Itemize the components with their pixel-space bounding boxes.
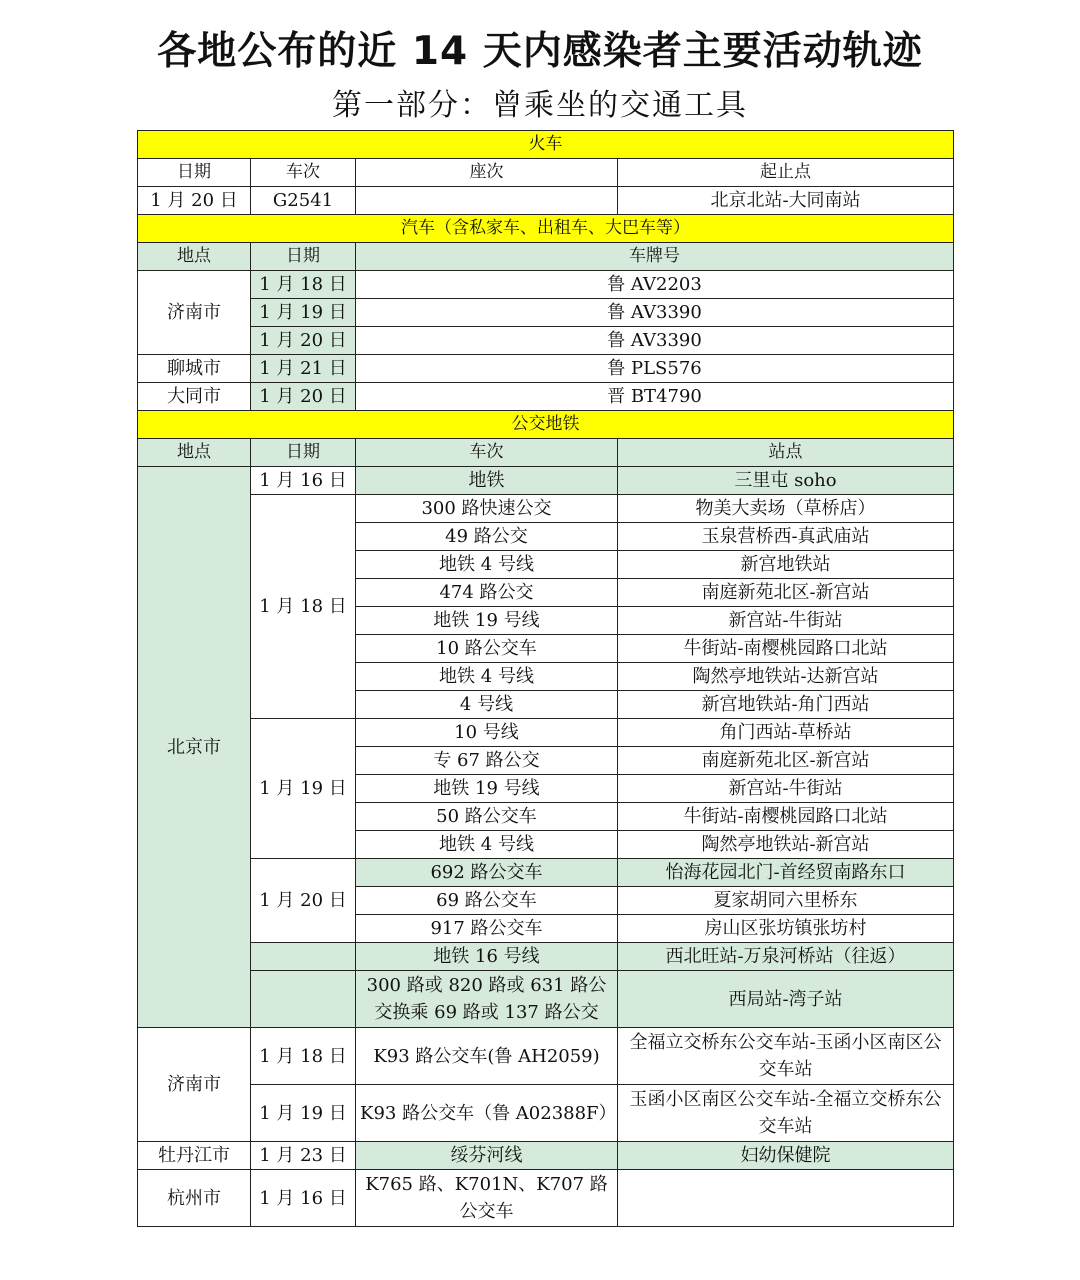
transit-line: 692 路公交车 <box>356 859 618 887</box>
transit-date: 1 月 20 日 <box>251 859 356 943</box>
transit-line: 10 路公交车 <box>356 635 618 663</box>
car-plate: 鲁 AV3390 <box>356 299 954 327</box>
transit-stop: 西局站-湾子站 <box>618 971 954 1028</box>
transit-line: 地铁 4 号线 <box>356 551 618 579</box>
transit-line: 地铁 19 号线 <box>356 607 618 635</box>
car-date: 1 月 20 日 <box>251 383 356 411</box>
transit-stop: 新宫地铁站 <box>618 551 954 579</box>
transit-line: 300 路或 820 路或 631 路公交换乘 69 路或 137 路公交 <box>356 971 618 1028</box>
page-title: 各地公布的近 14 天内感染者主要活动轨迹 <box>157 29 923 74</box>
transit-stop: 全福立交桥东公交车站-玉函小区南区公交车站 <box>618 1028 954 1085</box>
transit-line: 绥芬河线 <box>356 1142 618 1170</box>
section-title-train: 火车 <box>138 131 954 159</box>
transit-stop: 夏家胡同六里桥东 <box>618 887 954 915</box>
section-title-transit: 公交地铁 <box>138 411 954 439</box>
transit-date: 1 月 19 日 <box>251 1085 356 1142</box>
transit-line: 50 路公交车 <box>356 803 618 831</box>
car-plate: 鲁 PLS576 <box>356 355 954 383</box>
transit-stop: 牛街站-南樱桃园路口北站 <box>618 803 954 831</box>
transit-date: 1 月 18 日 <box>251 495 356 719</box>
transit-place-beijing: 北京市 <box>138 467 251 1028</box>
header-route: 起止点 <box>618 159 954 187</box>
header-line: 车次 <box>356 439 618 467</box>
transit-date: 1 月 16 日 <box>251 1170 356 1227</box>
car-place: 聊城市 <box>138 355 251 383</box>
transit-line: 69 路公交车 <box>356 887 618 915</box>
transit-date: 1 月 18 日 <box>251 1028 356 1085</box>
transit-stop: 陶然亭地铁站-达新宫站 <box>618 663 954 691</box>
transit-line: 地铁 19 号线 <box>356 775 618 803</box>
transit-stop: 新宫站-牛街站 <box>618 775 954 803</box>
transit-stop: 南庭新苑北区-新宫站 <box>618 579 954 607</box>
transit-line: K765 路、K701N、K707 路公交车 <box>356 1170 618 1227</box>
transit-stop: 物美大卖场（草桥店） <box>618 495 954 523</box>
transit-stop: 玉函小区南区公交车站-全福立交桥东公交车站 <box>618 1085 954 1142</box>
train-date: 1 月 20 日 <box>138 187 251 215</box>
transit-stop: 房山区张坊镇张坊村 <box>618 915 954 943</box>
transit-line: 917 路公交车 <box>356 915 618 943</box>
transit-date: 1 月 23 日 <box>251 1142 356 1170</box>
transit-line: 地铁 16 号线 <box>356 943 618 971</box>
header-date: 日期 <box>138 159 251 187</box>
train-route: 北京北站-大同南站 <box>618 187 954 215</box>
header-date: 日期 <box>251 439 356 467</box>
trajectory-table <box>137 130 954 1227</box>
train-number: G2541 <box>251 187 356 215</box>
transit-line: K93 路公交车（鲁 A02388F） <box>356 1085 618 1142</box>
header-train-number: 车次 <box>251 159 356 187</box>
transit-stop: 新宫站-牛街站 <box>618 607 954 635</box>
car-date: 1 月 18 日 <box>251 271 356 299</box>
car-plate: 鲁 AV2203 <box>356 271 954 299</box>
transit-stop: 南庭新苑北区-新宫站 <box>618 747 954 775</box>
transit-line: K93 路公交车(鲁 AH2059) <box>356 1028 618 1085</box>
car-plate: 鲁 AV3390 <box>356 327 954 355</box>
train-seat <box>356 187 618 215</box>
transit-stop: 角门西站-草桥站 <box>618 719 954 747</box>
transit-place-hangzhou: 杭州市 <box>138 1170 251 1227</box>
car-plate: 晋 BT4790 <box>356 383 954 411</box>
transit-line: 10 号线 <box>356 719 618 747</box>
page-subtitle: 第一部分：曾乘坐的交通工具 <box>332 88 748 123</box>
header-seat: 座次 <box>356 159 618 187</box>
transit-date-empty <box>251 943 356 971</box>
transit-line: 专 67 路公交 <box>356 747 618 775</box>
transit-line: 474 路公交 <box>356 579 618 607</box>
transit-stop: 西北旺站-万泉河桥站（往返） <box>618 943 954 971</box>
transit-line: 300 路快速公交 <box>356 495 618 523</box>
header-stop: 站点 <box>618 439 954 467</box>
car-date: 1 月 20 日 <box>251 327 356 355</box>
transit-place-mudanjiang: 牡丹江市 <box>138 1142 251 1170</box>
header-place: 地点 <box>138 243 251 271</box>
transit-stop: 陶然亭地铁站-新宫站 <box>618 831 954 859</box>
transit-stop: 怡海花园北门-首经贸南路东口 <box>618 859 954 887</box>
transit-line: 地铁 4 号线 <box>356 663 618 691</box>
car-place: 济南市 <box>138 271 251 355</box>
transit-stop: 三里屯 soho <box>618 467 954 495</box>
transit-line: 地铁 <box>356 467 618 495</box>
transit-line: 地铁 4 号线 <box>356 831 618 859</box>
transit-date: 1 月 16 日 <box>251 467 356 495</box>
car-date: 1 月 21 日 <box>251 355 356 383</box>
transit-stop: 新宫地铁站-角门西站 <box>618 691 954 719</box>
transit-stop: 妇幼保健院 <box>618 1142 954 1170</box>
transit-stop: 牛街站-南樱桃园路口北站 <box>618 635 954 663</box>
transit-stop <box>618 1170 954 1227</box>
transit-date: 1 月 19 日 <box>251 719 356 859</box>
transit-stop: 玉泉营桥西-真武庙站 <box>618 523 954 551</box>
section-title-car: 汽车（含私家车、出租车、大巴车等） <box>138 215 954 243</box>
car-date: 1 月 19 日 <box>251 299 356 327</box>
header-date: 日期 <box>251 243 356 271</box>
transit-line: 4 号线 <box>356 691 618 719</box>
header-place: 地点 <box>138 439 251 467</box>
header-plate: 车牌号 <box>356 243 954 271</box>
transit-line: 49 路公交 <box>356 523 618 551</box>
car-place: 大同市 <box>138 383 251 411</box>
transit-date-empty <box>251 971 356 1028</box>
transit-place-jinan: 济南市 <box>138 1028 251 1142</box>
